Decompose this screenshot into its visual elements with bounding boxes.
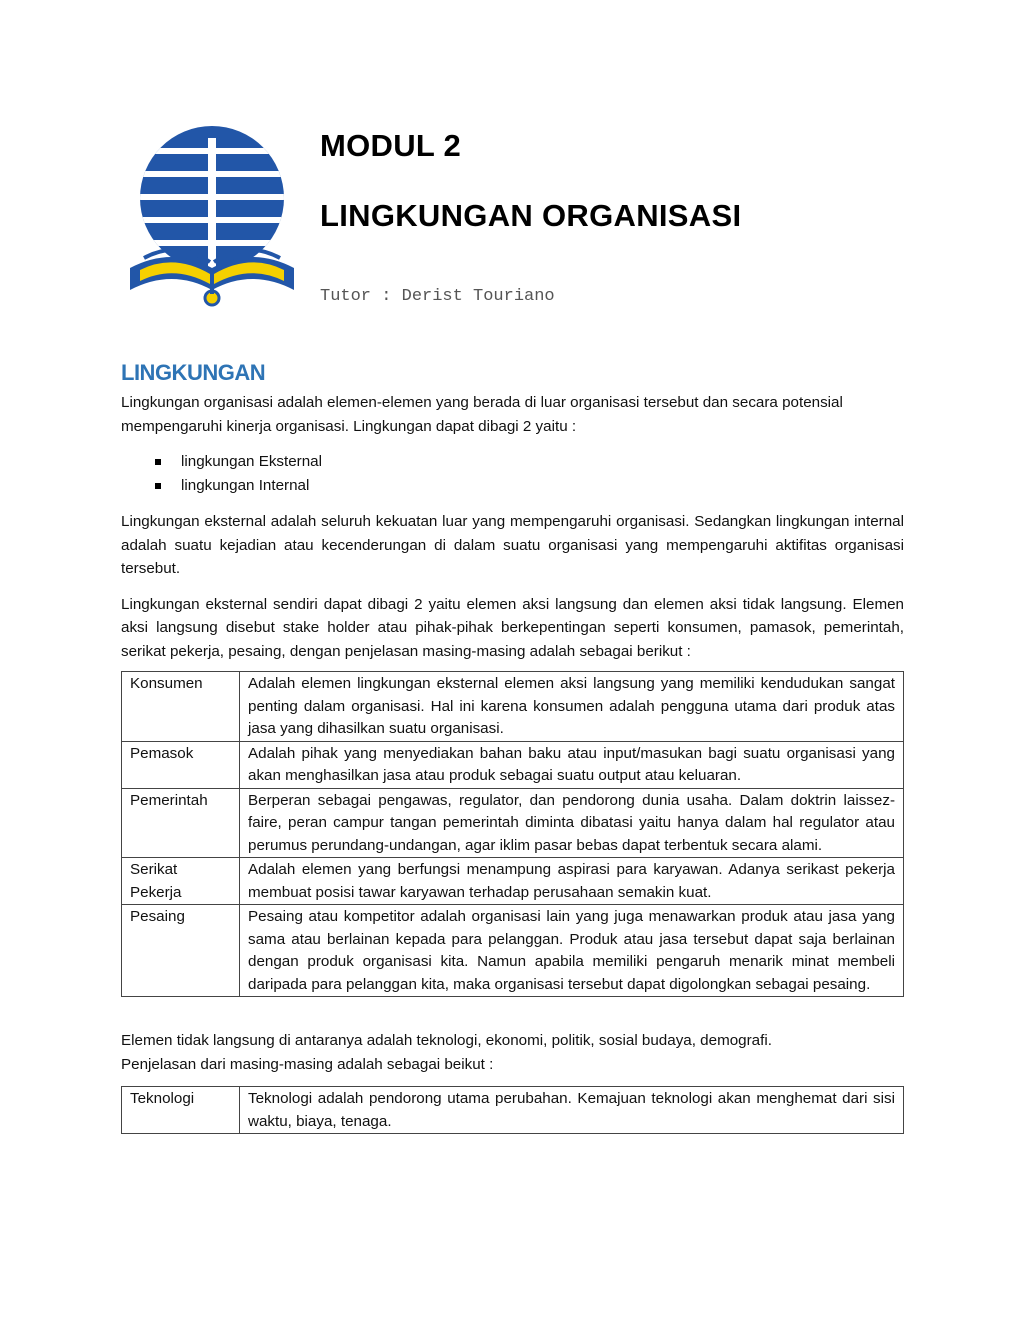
environment-types-list <box>121 450 904 498</box>
description-cell: Berperan sebagai pengawas, regulator, dan pendorong dunia usaha. Dalam doktrin laissez-faire, peran campur tangan pemerintah diminta dibatasi yaitu hanya dalam hal regulator atau perumus perundang-undangan, agar iklim pasar bebas dapat terbentuk secara alami. <box>240 788 904 858</box>
description-cell: Pesaing atau kompetitor adalah organisasi lain yang juga menawarkan produk atau jasa yang sama atau berlainan kepada para pelanggan. Produk atau jasa tersebut dapat saja berlainan dengan produk organisasi kita. Namun apabila memiliki pengaruh menarik minat membeli daripada para pelanggan kita, maka organisasi tersebut dapat digolongkan sebagai pesaing. <box>240 905 904 997</box>
term-cell: Pemerintah <box>122 788 240 858</box>
term-cell: Pesaing <box>122 905 240 997</box>
explanation-intro-line: Penjelasan dari masing-masing adalah sebagai beikut : <box>121 1055 494 1073</box>
bullet-square-icon <box>155 483 161 489</box>
main-content <box>121 360 904 1134</box>
indirect-elements-table <box>121 1086 904 1134</box>
table-row <box>122 858 904 905</box>
table-row <box>122 1087 904 1134</box>
description-cell: Adalah pihak yang menyediakan bahan baku atau input/masukan bagi suatu organisasi yang akan menghasilkan jasa atau produk sebagai suatu output atau keluaran. <box>240 741 904 788</box>
table-row <box>122 741 904 788</box>
table-row <box>122 905 904 997</box>
list-item: lingkungan Eksternal <box>121 450 904 474</box>
direct-action-paragraph: Lingkungan eksternal sendiri dapat dibagi 2 yaitu elemen aksi langsung dan elemen aksi tidak langsung. Elemen aksi langsung disebut stake holder atau pihak-pihak berkepentingan seperti konsumen, pamasok, pemerintah, serikat pekerja, pesaing, dengan penjelasan masing-masing adalah sebagai berikut : <box>121 595 904 660</box>
intro-paragraph: Lingkungan organisasi adalah elemen-elemen yang berada di luar organisasi tersebut dan secara potensial mempengaruhi kinerja organisasi. Lingkungan dapat dibagi 2 yaitu : <box>121 394 843 435</box>
term-cell: Serikat Pekerja <box>122 858 240 905</box>
table-row <box>122 672 904 742</box>
list-item: lingkungan Internal <box>121 474 904 498</box>
external-internal-paragraph: Lingkungan eksternal adalah seluruh kekuatan luar yang mempengaruhi organisasi. Sedangkan lingkungan internal adalah suatu kejadian atau kecenderungan di dalam suatu organisasi yang mempengaruhi aktifitas organisasi tersebut. <box>121 513 904 577</box>
indirect-elements-block <box>121 1029 904 1076</box>
university-book-logo-icon <box>122 118 302 314</box>
term-cell: Teknologi <box>122 1087 240 1134</box>
module-topic-title: LINGKUNGAN ORGANISASI <box>320 198 742 233</box>
section-heading: LINGKUNGAN <box>121 360 266 385</box>
table-row <box>122 788 904 858</box>
description-cell: Adalah elemen yang berfungsi menampung aspirasi para karyawan. Adanya serikast pekerja membuat posisi tawar karyawan terhadap perusahaan semakin kuat. <box>240 858 904 905</box>
tutor-line: Tutor : Derist Touriano <box>320 287 555 306</box>
description-cell: Teknologi adalah pendorong utama perubahan. Kemajuan teknologi akan menghemat dari sisi waktu, biaya, tenaga. <box>240 1087 904 1134</box>
module-number-title: MODUL 2 <box>320 128 462 163</box>
term-cell: Konsumen <box>122 672 240 742</box>
term-cell: Pemasok <box>122 741 240 788</box>
stakeholder-table <box>121 671 904 997</box>
indirect-elements-line: Elemen tidak langsung di antaranya adalah teknologi, ekonomi, politik, sosial budaya, demografi. <box>121 1032 772 1049</box>
bullet-square-icon <box>155 459 161 465</box>
description-cell: Adalah elemen lingkungan eksternal elemen aksi langsung yang memiliki kendudukan sangat penting dalam organisasi. Hal ini karena konsumen adalah pengguna utama dari produk atas jasa yang dihasilkan suatu organisasi. <box>240 672 904 742</box>
